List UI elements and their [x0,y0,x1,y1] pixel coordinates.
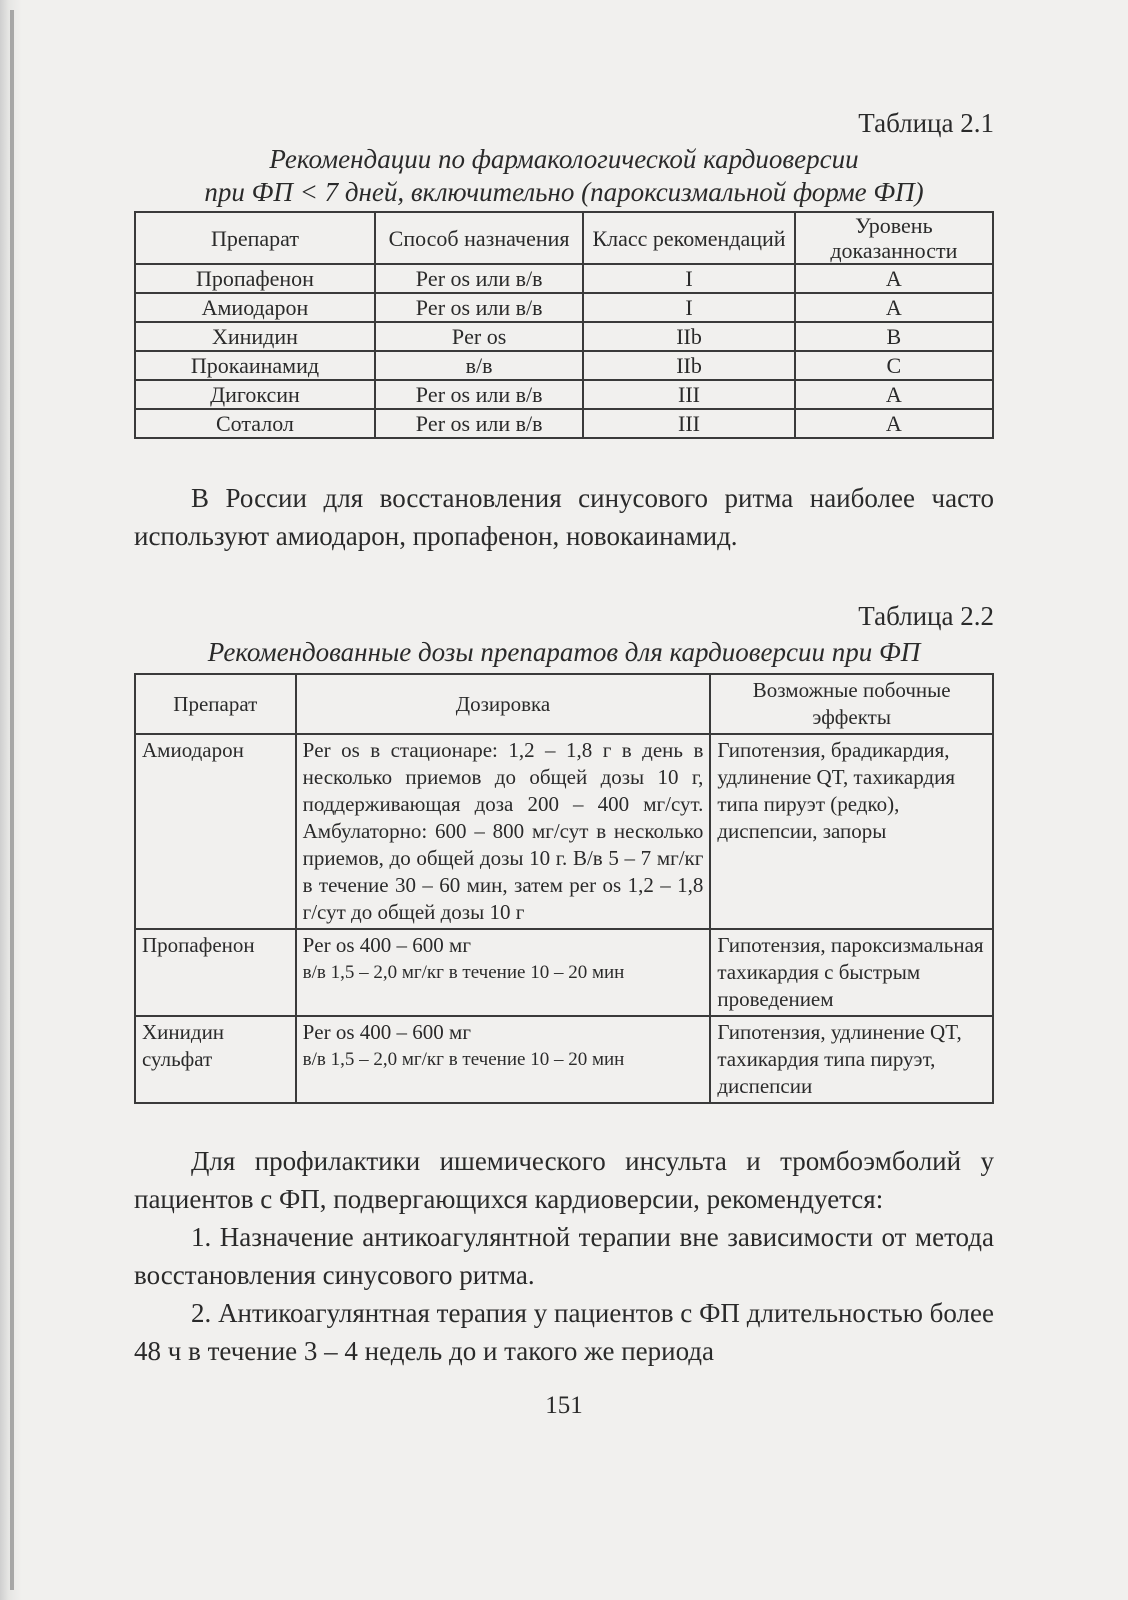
page-number: 151 [545,1392,583,1419]
cell-drug: Хинидин [135,322,375,351]
header-route: Способ назначения [375,212,583,264]
cell-route: в/в [375,351,583,380]
paragraph-prophylaxis: Для профилактики ишемического инсульта и тромбоэмболий у пациентов с ФП, подвергающихся кардиоверсии, рекомендуется: [134,1146,994,1214]
cell-class: III [583,409,794,438]
table-row [135,322,993,351]
cell-route: Per os или в/в [375,293,583,322]
table-row [135,409,993,438]
cardioversion-doses-table [134,673,994,1104]
binding-edge [10,10,14,1590]
table2-title: Рекомендованные дозы препаратов для кардиоверсии при ФП [207,637,921,667]
cell-class: IIb [583,351,794,380]
cell-level: A [795,380,993,409]
header-effects: Возможные побочные эффекты [710,674,993,734]
cell-level: B [795,322,993,351]
table1-title-line2: при ФП < 7 дней, включительно (пароксизмальной форме ФП) [204,177,924,207]
dose-iv: в/в 1,5 – 2,0 мг/кг в течение 10 – 20 мин [302,962,625,983]
header-class: Класс рекомендаций [583,212,794,264]
table-header-row [135,212,993,264]
cell-drug: Пропафенон [135,929,296,1016]
table-row [135,351,993,380]
cell-level: C [795,351,993,380]
cell-dose [296,929,711,1016]
cell-route: Per os или в/в [375,380,583,409]
table-row [135,380,993,409]
cell-drug: Прокаинамид [135,351,375,380]
cell-class: I [583,293,794,322]
cell-route: Per os или в/в [375,409,583,438]
dose-oral: Per os 400 – 600 мг [302,1020,471,1044]
table-row [135,734,993,929]
cell-class: I [583,264,794,293]
list-item-1: 1. Назначение антикоагулянтной терапии вне зависимости от метода восстановления синусового ритма. [134,1222,994,1290]
table2-caption: Таблица 2.2 [858,601,994,631]
cell-level: A [795,264,993,293]
cardioversion-recommendations-table [134,211,994,439]
cell-effects: Гипотензия, брадикардия, удлинение QT, тахикардия типа пируэт (редко), диспепсии, запоры [710,734,993,929]
header-drug: Препарат [135,674,296,734]
cell-class: III [583,380,794,409]
cell-drug: Амиодарон [135,293,375,322]
table-row [135,293,993,322]
cell-effects: Гипотензия, удлинение QT, тахикардия типа пируэт, диспепсии [710,1016,993,1103]
header-level: Уровень доказанности [795,212,993,264]
dose-oral: Per os 400 – 600 мг [302,933,471,957]
book-page [134,108,994,1445]
cell-route: Per os или в/в [375,264,583,293]
table-row [135,264,993,293]
cell-drug: Амиодарон [135,734,296,929]
header-drug: Препарат [135,212,375,264]
cell-effects: Гипотензия, пароксизмальная тахикардия с быстрым проведением [710,929,993,1016]
cell-level: A [795,409,993,438]
paragraph-russia-practice: В России для восстановления синусового ритма наиболее часто используют амиодарон, пропафенон, новокаинамид. [134,483,994,551]
cell-drug: Хинидин сульфат [135,1016,296,1103]
dose-iv: в/в 1,5 – 2,0 мг/кг в течение 10 – 20 мин [302,1049,625,1070]
table-row [135,929,993,1016]
cell-route: Per os [375,322,583,351]
cell-drug: Соталол [135,409,375,438]
header-dose: Дозировка [296,674,711,734]
cell-drug: Пропафенон [135,264,375,293]
cell-drug: Дигоксин [135,380,375,409]
cell-level: A [795,293,993,322]
cell-dose [296,1016,711,1103]
cell-class: IIb [583,322,794,351]
table-header-row [135,674,993,734]
cell-dose: Per os в стационаре: 1,2 – 1,8 г в день в несколько приемов до общей дозы 10 г, поддерживающая доза 200 – 400 мг/сут. Амбулаторно: 600 – 800 мг/сут в несколько приемов, до общей дозы 10 г. В/в 5 – 7 мг/кг в течение 30 – 60 мин, затем per os 1,2 – 1,8 г/сут до общей дозы 10 г [296,734,711,929]
table1-caption: Таблица 2.1 [858,108,994,138]
list-item-2: 2. Антикоагулянтная терапия у пациентов с ФП длительностью более 48 ч в течение 3 – 4 недель до и такого же периода [134,1298,994,1366]
table1-title-line1: Рекомендации по фармакологической кардиоверсии [269,144,859,174]
table-row [135,1016,993,1103]
